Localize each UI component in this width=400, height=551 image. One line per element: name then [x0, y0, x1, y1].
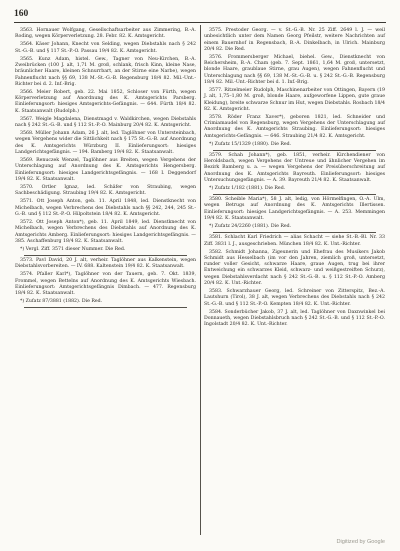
notice-entry: 3575. Prestoder Georg. — v. St.-G.-B. Nr. 25 Ziff. 2649 l. J. — weil unbesichtlich unter dem Namen Georg Pfeilstr, weitere Nachrichten auf einem Bauernhof in Regensbach, B.-A. Dinkelbach, in Ulrich. Mainburg 20/4 82. Die Red.: [204, 28, 385, 52]
notice-entry: 3576. Frommersberger Michael, biehel. Gew., Dienstknecht von Reichersheim, B.-A. Cham (geb. 7. Sept. 1861, 1,64 M. groß, untersetzt, blonde Haare, graublaue Stirne, grau Augen), wegen Fahnenflucht und Unterschlagung nach §§ 69, 138 M.-St.-G.-B. u. § 242 St.-G.-B. Regensburg 18/4 82. Mil.-Unt.-Richter bei d. 1. Inf.-Brig.: [204, 54, 385, 85]
right-column: [204, 28, 385, 330]
notice-entry: 3572. Ott Joseph Anton*), geb. 11. April 1849, led. Dienstknecht von Michelbach, wegen Verbrechens des Diebstahls auf Anordnung des K. Amtsgerichts Amberg. Einlieferungsort: hiesiges Landgerichtsgefängnis. — 385. Aschaffenburg 18/4 82. K. Staatsanwalt.: [15, 220, 196, 244]
notice-entry: 3582. Schmidt Johanna, Zigeunerin und Ehefrau des Musikers Jakob Schmidt aus Hesselbach (im vor den Jahren, ziemlich groß, untersetzt, runder voller Gesicht, schwarze Haare, graue Augen, trug bei ihrer Entweichung ein schwarzes Kleid, schwarz- und weißgestreiften Schurz), wegen Diebstahlsverdacht nach § 242 St.-G.-B. u. § 112 St.-P.-O. Amberg 20/4 82. K. Unt.-Richter.: [204, 249, 385, 286]
notice-entry: 3581. Schlacht Karl Friedrich — alias Schacht — siehe St.-B.-Bl. Nr. 33 Ziff. 3831 l. J., ausgeschrieben. München 18/4 82. K. Unt.-Richter.: [204, 235, 385, 247]
notice-entry: 3580. Scheible Maria*), 58 J. alt, ledig, von Hörmelfingen, O.-A. Ulm, wegen Betrugs auf Anordnung des K. Amtsgerichts Illertissen. Einlieferungsort: hiesiges Landgerichtsgefängnis. — A. 253. Memmingen 19/4 82. K. Staatsanwalt.: [204, 197, 385, 221]
notice-entry: 3569. Renuczek Wenzel, Taglöhner aus Breiten, wegen Vergehens der Unterschlagung auf Anordnung des K. Amtsgerichts Hengersberg. Einlieferungsort: hiesiges Landgerichtsgefängnis. — 168 I. Deggendorf 19/4 82. K. Staatsanwalt.: [15, 158, 196, 182]
notice-entry: 3578. Röder Franz Xaver*), geboren 1821, led. Schneider und Crimiamaudel von Regensburg, wegen Vergehens der Unterschlagung auf Anordnung des K. Amtsgerichts Straubing. Einlieferungsort: hiesiges Amtsgerichts-Gefängnis. — 646. Straubing 21/4 82. K. Amtsgericht.: [204, 114, 385, 139]
notice-entry: 3584. Sonderbücher Jakob, 37 J. alt, led. Taglöhner von Daxnwinkel bei Donnaueth, wegen Diebstahlsbruch nach § 242 St.-G.-B. und § 112 St.-P.-O. Ingolstadt 20/4 82. K. Unt.-Richter.: [204, 309, 385, 328]
left-column: [15, 28, 196, 310]
notice-entry: 3573. Pavl David, 20 J. alt, verheir. Taglöhner aus Kalkenstein, wegen Diebstahlsvorbereiten. — IV. 688. Kaltenstein 19/4 82. K. Staatsanwalt.: [15, 258, 196, 270]
entry-separator: [24, 307, 187, 308]
footnote: *) Zufatz 24/2260 (1881). Die Red.: [209, 224, 292, 230]
entry-separator: [24, 255, 187, 256]
notice-entry: 3567. Weigle Magdalena, Dienstmagd v. Waldkirchen, wegen Diebstahls nach § 242 St.-G.-B. und § 112 St.-P.-O. Mainburg 20/4 82. K. Amtsgericht.: [15, 116, 196, 129]
footnote: *) Vergl. Ziff. 3571 dieser Nummer. Die Red.: [20, 246, 126, 252]
notice-entry: 3568. Müller Johann Adam, 26 J. alt, led. Taglöhner von Untersteinbach, wegen Vergehens wider die Sittlichkeit nach § 175 St.-G.-B. auf Anordnung des K. Amtsgerichts Würzburg II. Einlieferungsort: hiesiges Landgerichtsgefängnis. — 194. Bamberg 19/4 82. K. Staatsanwalt.: [15, 131, 196, 155]
page-number: 160: [14, 9, 29, 19]
entry-separator: [213, 232, 376, 233]
notice-entry: 3563. Hornauer Wolfgang, Gesellschaftsarbeiter aus Zimmering, B.-A. Roding, wegen Körperverletzung. 28. Febr. 82. K. Amtsgericht.: [15, 28, 196, 40]
notice-entry: 3577. Ritzelmeier Rudolph, Maschinenarbeiter von Ottingen, Bayern (19 J. alt, 1,75–1,80 M. groß, blonde Haare, aufgeworfene Lippen, gute graue Kleidung), breite schwarze Schnur im Hut, wegen Diebstahls. Rosbach 18/4 82. K. Amtsgericht.: [204, 88, 385, 112]
header-rule: [14, 22, 386, 23]
footnote: *) Zufatz 87/3881 (1882). Die Red.: [20, 299, 103, 305]
footnote: *) Zufatz 15/1329 (1880). Die Red.: [209, 141, 292, 147]
notice-entry: 3583. Schwarzhauer Georg, led. Schreiner von Zitterspitz, Bez.-A. Lautshurn (Tirol), 38 J. alt, wegen Verbrechens des Diebstahls nach § 242 St.-G.-B. und § 112 St.-P.-O. Kempten 18/4 82. K. Unt.-Richter.: [204, 289, 385, 307]
notice-entry: 3571. Ott Joseph Anton, geb. 11. April 1848, led. Dienstknecht von Michelbach, wegen Verbrechens des Diebstahls nach §§ 242, 244, 245 St.-G.-B. und § 112 St.-P.-O. Hilpoltstein 18/4 82. K. Amtsgericht.: [15, 199, 196, 217]
notice-entry: 3574. Pfaller Karl*), Taglöhner von der Tauern, geb. 7. Okt. 1839, Frommel, wegen Bettelns auf Anordnung des K. Amtsgerichts Wiesbach. Einlieferungsort: Amtsgerichtsgefängnis Dimbach. — 477. Regensburg 18/4 82. K. Staatsanwalt.: [15, 272, 196, 297]
entry-separator: [213, 150, 376, 151]
notice-entry: 3566. Meier Robert, geb. 22. Mai 1852, Schloser von Fürth, wegen Körperverletzung auf Anordnung des K. Amtsgerichts Parsberg. Einlieferungsort: hiesiges Amtsgerichts-Gefängnis. — 644. Fürth 18/4 82. K. Staatsanwalt (Rudolph.): [15, 89, 196, 114]
notice-entry: 3565. Kunz Adam, histel. Gew., Tagner von Neu-Kirchen, B.-A. Zweibrücken (100 J. alt, 1,71 M. groß, schlank, frisch Kinn, kleine Nase, bräunlicher Haare, kleinen Schnurrbart, an der Stirne eine Narbe), wegen Fahnenflucht nach §§ 69, 138 M.-St.-G.-B. Regensburg 18/4 82. Mil.-Unt.-Richter bei d. 2. Inf.-Brig.: [15, 56, 196, 87]
column-divider: [200, 25, 201, 535]
footnote: *) Zufatz 1/182 (1881). Die Red.: [209, 186, 286, 192]
entry-separator: [213, 194, 376, 195]
notice-entry: 3564. Käser Johann, Knecht von Selding, wegen Diebstahls nach § 242 St.-G.-B. und § 117 St.-P.-O. Passau 19/4 82. K. Amtsgericht.: [15, 42, 196, 54]
notice-entry: 3579. Schah Johann*), geb. 1851, verheir. Kirchendiener von Heroldsbach, wegen Vergehens der Untreue und ähnlicher Vergehen im Bezirk Bamberg u. a. — wegen Vergehens der Preisüberschreitung auf Anordnung des K. Amtsgerichts Bayreuth. Einlieferungsort: hiesiges Untersuchungsgefängnis. — A. 39. Bayreuth 21/4 82. K. Staatsanwalt.: [204, 152, 385, 183]
notice-entry: 3570. Ortler Ignaz, led. Schäfer von Straubing, wegen Sachbeschädigung. Straubing 19/4 82. K. Amtsgericht.: [15, 184, 196, 197]
google-watermark: Digitized by Google: [336, 539, 385, 545]
